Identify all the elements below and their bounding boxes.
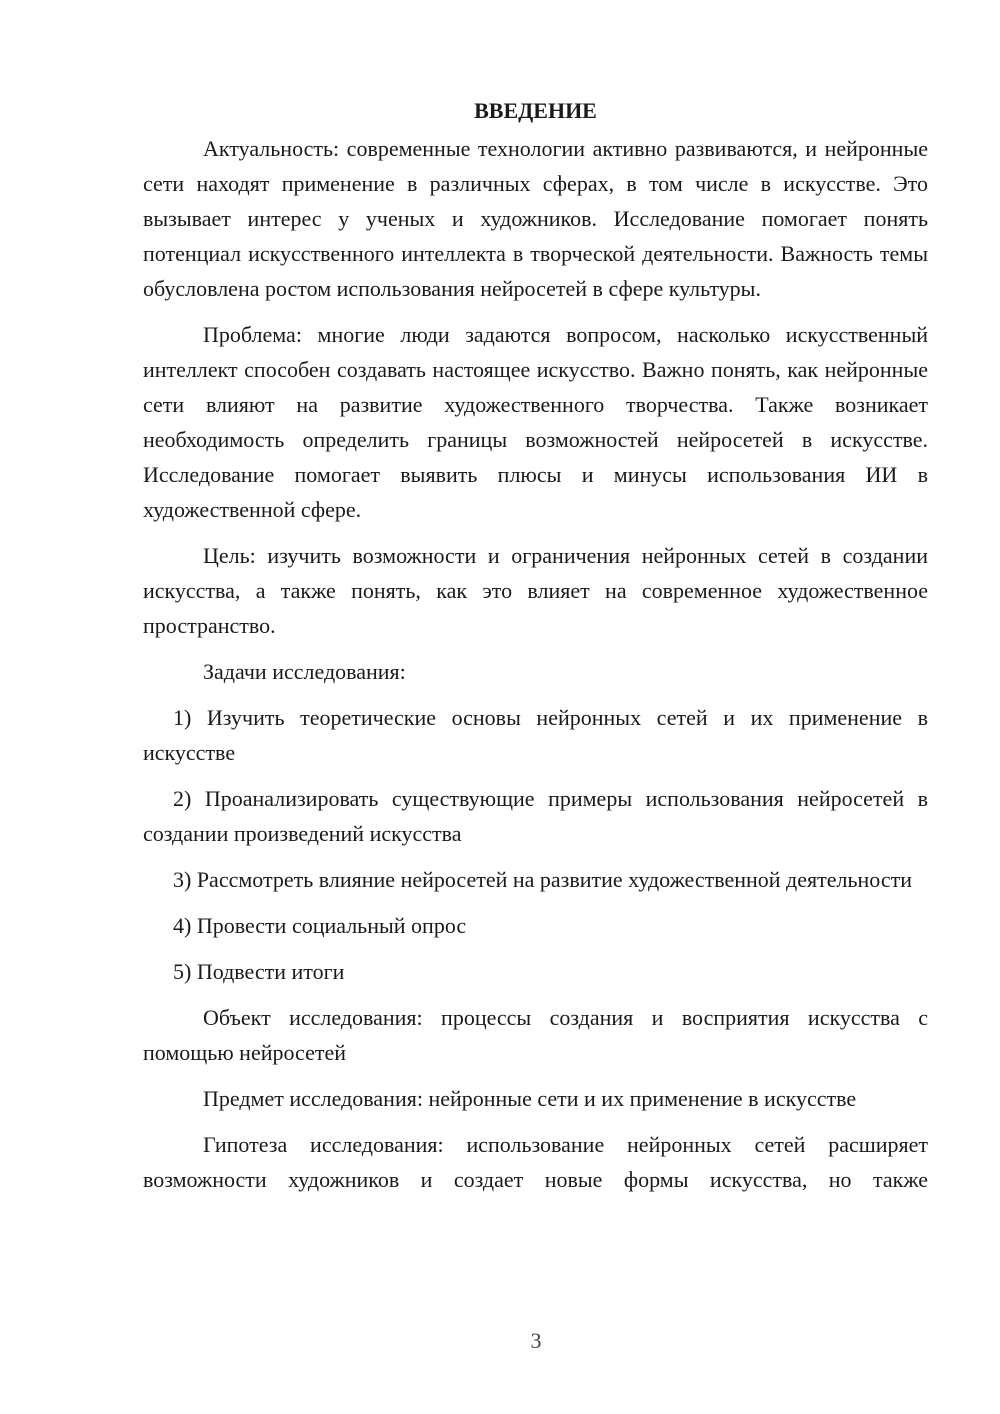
paragraph-relevance: Актуальность: современные технологии активно развиваются, и нейронные сети находят применение в различных сферах, в том числе в искусстве. Это вызывает интерес у ученых и художников. Исследование помогает понять потенциал искусственного интеллекта в творческой деятельности. Важность темы обусловлена ростом использования нейросетей в сфере культуры. <box>143 136 928 301</box>
paragraph-goal: Цель: изучить возможности и ограничения нейронных сетей в создании искусства, а также понять, как это влияет на современное художественное пространство. <box>143 543 928 638</box>
paragraph-object: Объект исследования: процессы создания и восприятия искусства с помощью нейросетей <box>143 1005 928 1065</box>
paragraph-problem: Проблема: многие люди задаются вопросом, насколько искусственный интеллект способен создавать настоящее искусство. Важно понять, как нейронные сети влияют на развитие художественного творчества. Также возникает необходимость определить границы возможностей нейросетей в искусстве. Исследование помогает выявить плюсы и минусы использования ИИ в художественной сфере. <box>143 322 928 522</box>
task-item: 1) Изучить теоретические основы нейронных сетей и их применение в искусстве <box>143 705 928 765</box>
task-item: 2) Проанализировать существующие примеры использования нейросетей в создании произведений искусства <box>143 786 928 846</box>
paragraph-hypothesis: Гипотеза исследования: использование нейронных сетей расширяет возможности художников и создает новые формы искусства, но также <box>143 1132 928 1192</box>
tasks-heading: Задачи исследования: <box>203 659 406 684</box>
task-item: 3) Рассмотреть влияние нейросетей на развитие художественной деятельности <box>173 867 912 892</box>
task-item: 5) Подвести итоги <box>173 959 345 984</box>
section-title: ВВЕДЕНИЕ <box>474 98 597 123</box>
task-item: 4) Провести социальный опрос <box>173 913 467 938</box>
page-number: 3 <box>530 1328 542 1353</box>
document-page <box>143 93 928 1208</box>
paragraph-subject: Предмет исследования: нейронные сети и их применение в искусстве <box>203 1086 857 1111</box>
